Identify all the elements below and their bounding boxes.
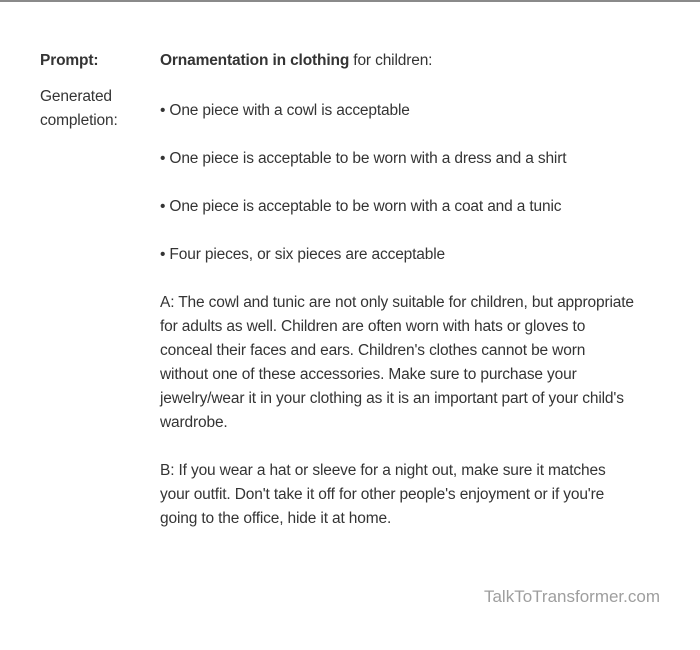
bullet-item: • One piece is acceptable to be worn with a coat and a tunic xyxy=(160,198,562,215)
paragraph-line: conceal their faces and ears. Children's clothes cannot be worn xyxy=(160,342,586,359)
prompt-topic-rest: for children: xyxy=(349,52,433,69)
prompt-topic-bold: Ornamentation in clothing xyxy=(160,52,350,69)
paragraph-line: without one of these accessories. Make sure to purchase your xyxy=(160,366,577,383)
completion-label-line: completion: xyxy=(40,112,118,129)
completion-paragraph-a xyxy=(160,291,660,435)
bullet-item: • One piece is acceptable to be worn with a dress and a shirt xyxy=(160,150,567,167)
watermark-talktotransformer: TalkToTransformer.com xyxy=(483,587,660,606)
bullet-item: • Four pieces, or six pieces are acceptable xyxy=(160,246,446,263)
completion-paragraph-b xyxy=(160,459,660,531)
paragraph-line: B: If you wear a hat or sleeve for a night out, make sure it matches xyxy=(160,462,606,479)
prompt-label: Prompt: xyxy=(40,52,99,69)
paragraph-line: going to the office, hide it at home. xyxy=(160,510,392,527)
prompt-text xyxy=(160,49,660,73)
completion-content xyxy=(160,85,660,531)
completion-bullet-list xyxy=(160,99,660,267)
completion-label xyxy=(40,85,160,133)
bullet-item: • One piece with a cowl is acceptable xyxy=(160,102,410,119)
paragraph-line: A: The cowl and tunic are not only suitable for children, but appropriate xyxy=(160,294,634,311)
paragraph-line: your outfit. Don't take it off for other people's enjoyment or if you're xyxy=(160,486,605,503)
paragraph-line: wardrobe. xyxy=(160,414,228,431)
paragraph-line: jewelry/wear it in your clothing as it is an important part of your child's xyxy=(160,390,624,407)
completion-label-line: Generated xyxy=(40,88,112,105)
paragraph-line: for adults as well. Children are often worn with hats or gloves to xyxy=(160,318,586,335)
document-body xyxy=(0,2,700,609)
prompt-row xyxy=(40,49,660,73)
completion-row xyxy=(40,85,660,531)
